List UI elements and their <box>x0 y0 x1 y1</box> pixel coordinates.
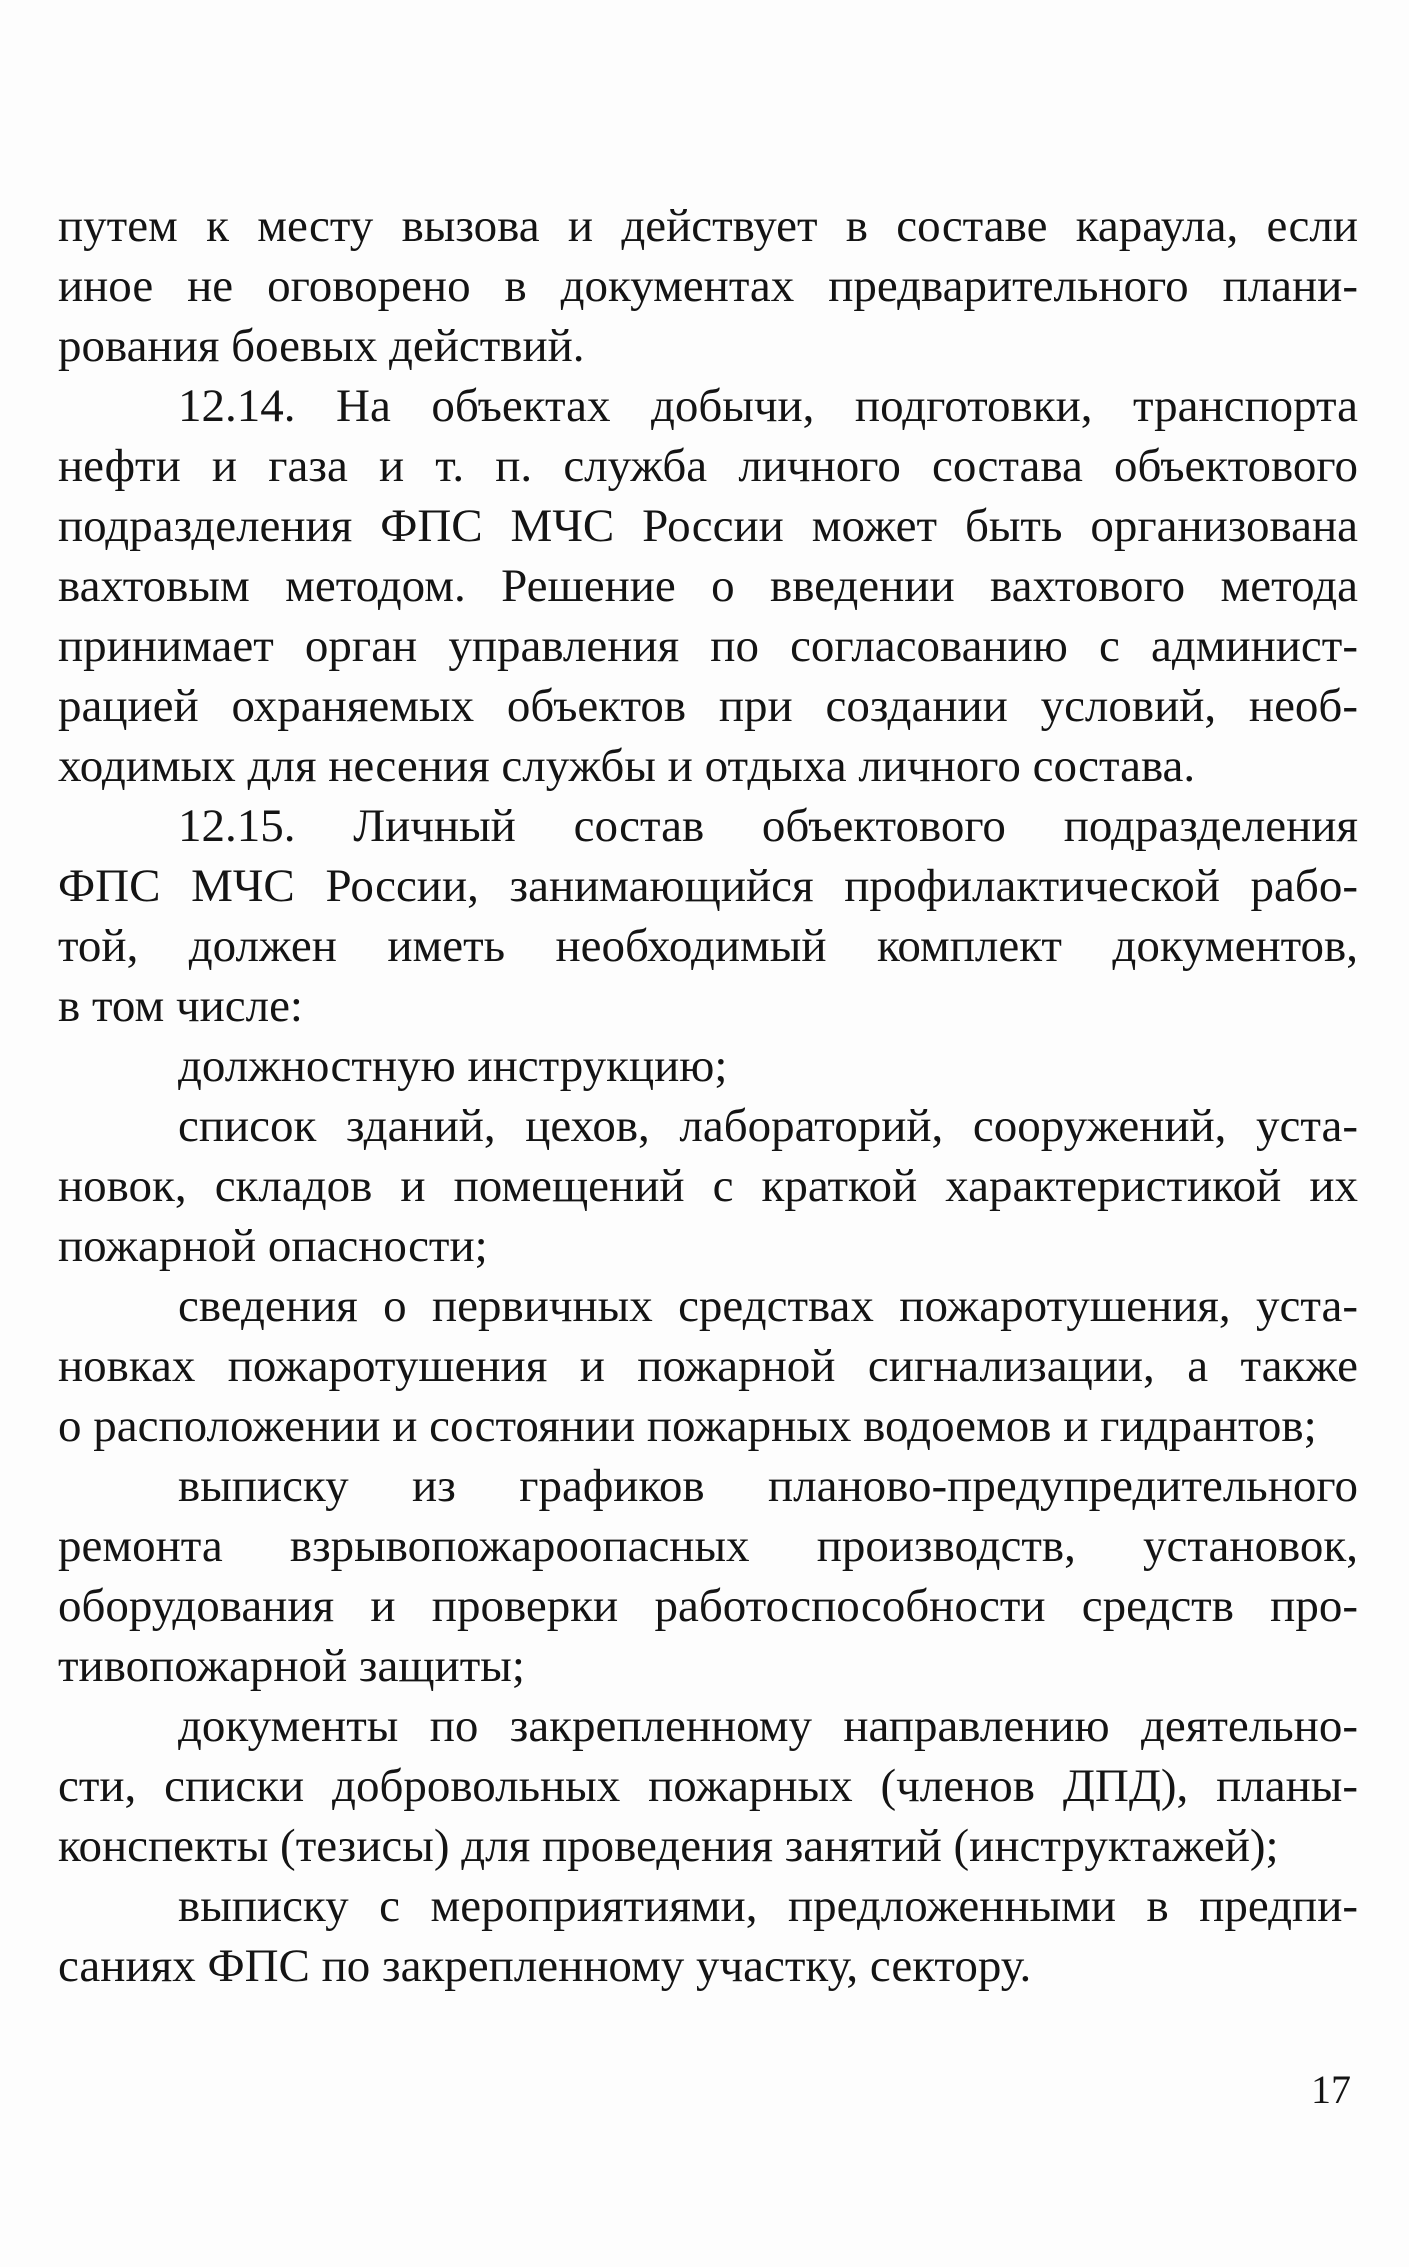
text-line: 12.15. Личный состав объектового подразделения <box>178 800 1358 852</box>
text-line: новках пожаротушения и пожарной сигнализации, а также <box>58 1340 1358 1392</box>
text-line: ходимых для несения службы и отдыха личного состава. <box>58 740 1196 792</box>
paragraph-1 <box>58 196 1358 376</box>
text-line: конспекты (тезисы) для проведения занятий (инструктажей); <box>58 1820 1279 1872</box>
text-line: рацией охраняемых объектов при создании условий, необ- <box>58 680 1358 732</box>
text-line: пожарной опасности; <box>58 1220 488 1272</box>
text-line: саниях ФПС по закрепленному участку, сектору. <box>58 1940 1032 1992</box>
text-line: сведения о первичных средствах пожаротушения, уста- <box>178 1280 1358 1332</box>
text-line: нефти и газа и т. п. служба личного состава объектового <box>58 440 1358 492</box>
text-line: подразделения ФПС МЧС России может быть организована <box>58 500 1358 552</box>
text-line: рования боевых действий. <box>58 320 585 372</box>
text-line: о расположении и состоянии пожарных водоемов и гидрантов; <box>58 1400 1317 1452</box>
text-line: новок, складов и помещений с краткой характеристикой их <box>58 1160 1358 1212</box>
list-item-buildings <box>58 1096 1358 1276</box>
paragraph-12-14 <box>58 376 1358 796</box>
text-line: сти, списки добровольных пожарных (членов ДПД), планы- <box>58 1760 1358 1812</box>
text-line: список зданий, цехов, лабораторий, сооружений, уста- <box>178 1100 1358 1152</box>
list-item-fire-means <box>58 1276 1358 1456</box>
text-line: ремонта взрывопожароопасных производств, установок, <box>58 1520 1358 1572</box>
text-line: путем к месту вызова и действует в составе караула, если <box>58 200 1358 252</box>
list-item-measures <box>58 1876 1358 1996</box>
paragraph-12-15 <box>58 796 1358 1036</box>
page-number: 17 <box>1311 2067 1351 2112</box>
text-line: в том числе: <box>58 980 303 1032</box>
text-line: должностную инструкцию; <box>178 1040 728 1092</box>
list-item-job-instruction <box>58 1036 1358 1096</box>
text-line: документы по закрепленному направлению деятельно- <box>178 1700 1358 1752</box>
list-item-schedules <box>58 1456 1358 1696</box>
text-line: выписку из графиков планово-предупредительного <box>178 1460 1358 1512</box>
text-line: выписку с мероприятиями, предложенными в предпи- <box>178 1880 1358 1932</box>
text-line: принимает орган управления по согласованию с админист- <box>58 620 1358 672</box>
text-line: ФПС МЧС России, занимающийся профилактической рабо- <box>58 860 1358 912</box>
text-line: оборудования и проверки работоспособности средств про- <box>58 1580 1358 1632</box>
text-line: тивопожарной защиты; <box>58 1640 525 1692</box>
text-line: иное не оговорено в документах предварительного плани- <box>58 260 1358 312</box>
text-line: той, должен иметь необходимый комплект документов, <box>58 920 1358 972</box>
text-line: 12.14. На объектах добычи, подготовки, транспорта <box>178 380 1358 432</box>
body-text <box>58 196 1358 1996</box>
text-line: вахтовым методом. Решение о введении вахтового метода <box>58 560 1358 612</box>
list-item-documents <box>58 1696 1358 1876</box>
